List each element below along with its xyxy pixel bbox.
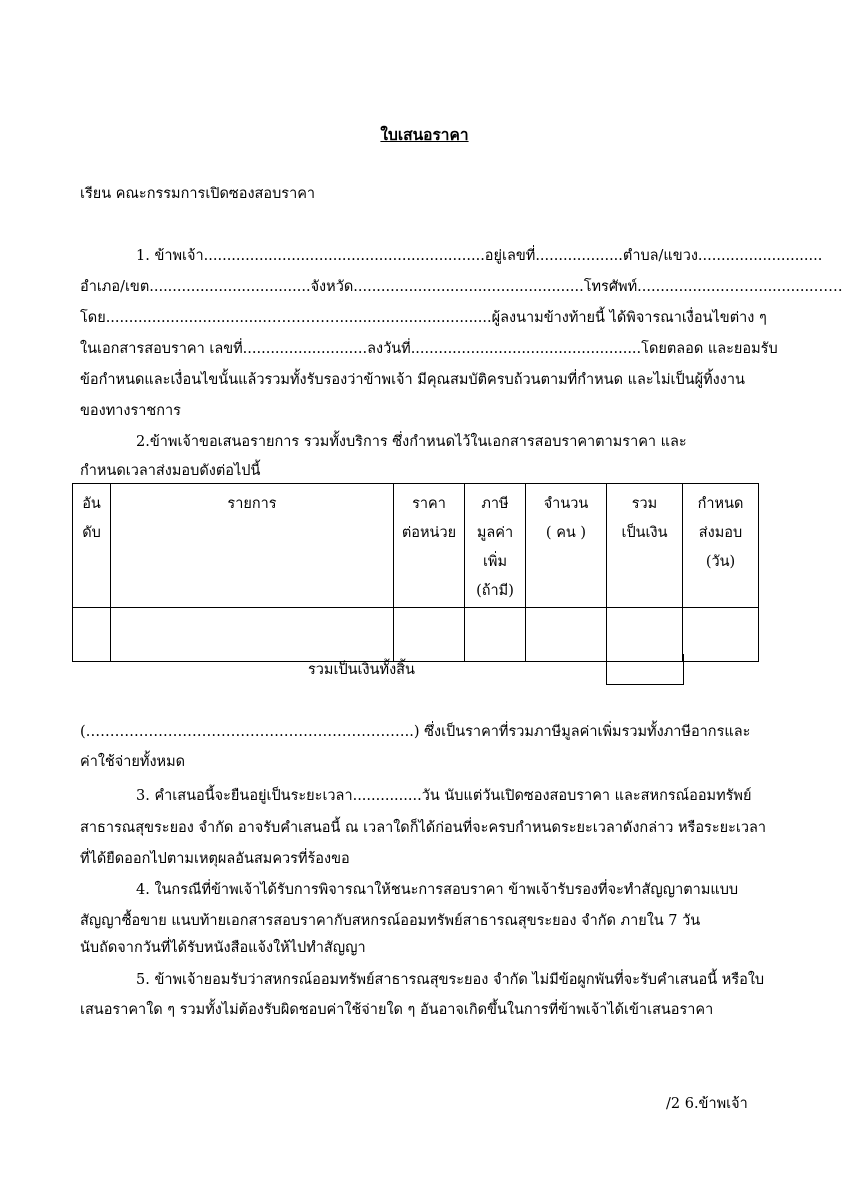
para1-line1: 1. ข้าพเจ้า.............................................................อยู่เลขที่...................ตำบล/แขวง...........................: [136, 248, 823, 264]
para1-line4: ในเอกสารสอบราคา เลขที่...........................ลงวันที่..................................................โดยตลอด และยอมรับ: [80, 341, 778, 357]
para1-line2: อำเภอ/เขต...................................จังหวัด..................................................โทรศัพท์...................…….............……: [80, 279, 843, 295]
cell-item[interactable]: [111, 608, 394, 662]
para3-line1: 3. คำเสนอนี้จะยืนอยู่เป็นระยะเวลา...............วัน นับแต่วันเปิดซองสอบราคา และสหกรณ์ออมทรัพย์: [136, 788, 752, 804]
document-title: ใบเสนอราคา: [380, 125, 469, 144]
para2-line2: กำหนดเวลาส่งมอบดังต่อไปนี้: [80, 463, 261, 479]
salutation: เรียน คณะกรรมการเปิดซองสอบราคา: [80, 186, 316, 202]
table-header-row: [73, 484, 759, 608]
header-item: รายการ: [111, 484, 394, 608]
amount-line2: ค่าใช้จ่ายทั้งหมด: [80, 754, 186, 770]
header-vat: ภาษี มูลค่า เพิ่ม (ถ้ามี): [465, 484, 526, 608]
cell-order[interactable]: [73, 608, 111, 662]
page-continuation: /2 6.ข้าพเจ้า: [666, 1096, 748, 1112]
header-quantity: จำนวน ( คน ): [526, 484, 607, 608]
para4-line3: นับถัดจากวันที่ได้รับหนังสือแจ้งให้ไปทำสัญญา: [80, 940, 366, 956]
cell-delivery[interactable]: [683, 608, 759, 662]
items-table: [72, 483, 759, 662]
para2-line1: 2.ข้าพเจ้าขอเสนอรายการ รวมทั้งบริการ ซึ่งกำหนดไว้ในเอกสารสอบราคาตามราคา และ: [136, 434, 687, 450]
para3-line3: ที่ได้ยืดออกไปตามเหตุผลอันสมควรที่ร้องขอ: [80, 851, 350, 867]
header-order: อัน ดับ: [73, 484, 111, 608]
para1-line6: ของทางราชการ: [80, 403, 181, 419]
cell-unit-price[interactable]: [394, 608, 465, 662]
cell-quantity[interactable]: [526, 608, 607, 662]
amount-line1: (…………………………………………………………..) ซึ่งเป็นราคาที่รวมภาษีมูลค่าเพิ่มรวมทั้งภาษีอากรและ: [80, 724, 751, 740]
grand-total-box[interactable]: [606, 654, 684, 685]
para4-line1: 4. ในกรณีที่ข้าพเจ้าได้รับการพิจารณาให้ชนะการสอบราคา ข้าพเจ้ารับรองที่จะทำสัญญาตามแบบ: [136, 882, 739, 898]
para5-line2: เสนอราคาใด ๆ รวมทั้งไม่ต้องรับผิดชอบค่าใช้จ่ายใด ๆ อันอาจเกิดขึ้นในการที่ข้าพเจ้าได้เข้าเสนอราคา: [80, 1002, 714, 1018]
para1-line5: ข้อกำหนดและเงื่อนไขนั้นแล้วรวมทั้งรับรองว่าข้าพเจ้า มีคุณสมบัติครบถ้วนตามที่กำหนด และไม่เป็นผู้ทิ้งงาน: [80, 372, 745, 388]
header-delivery: กำหนด ส่งมอบ (วัน): [683, 484, 759, 608]
cell-vat[interactable]: [465, 608, 526, 662]
total-label: รวมเป็นเงินทั้งสิ้น: [308, 662, 415, 678]
para3-line2: สาธารณสุขระยอง จำกัด อาจรับคำเสนอนี้ ณ เวลาใดก็ได้ก่อนที่จะครบกำหนดระยะเวลาดังกล่าว หรือระยะเวลา: [80, 820, 767, 836]
para4-line2: สัญญาซื้อขาย แนบท้ายเอกสารสอบราคากับสหกรณ์ออมทรัพย์สาธารณสุขระยอง จำกัด ภายใน 7 วัน: [80, 913, 701, 929]
para5-line1: 5. ข้าพเจ้ายอมรับว่าสหกรณ์ออมทรัพย์สาธารณสุขระยอง จำกัด ไม่มีข้อผูกพันที่จะรับคำเสนอนี้ หรือใบ: [136, 972, 765, 988]
para1-line3: โดย...................................…………….................................ผู้ลงนามข้างท้ายนี้ ได้พิจารณาเงื่อนไขต่าง ๆ: [80, 310, 767, 326]
header-total: รวม เป็นเงิน: [607, 484, 683, 608]
header-unit-price: ราคา ต่อหน่วย: [394, 484, 465, 608]
